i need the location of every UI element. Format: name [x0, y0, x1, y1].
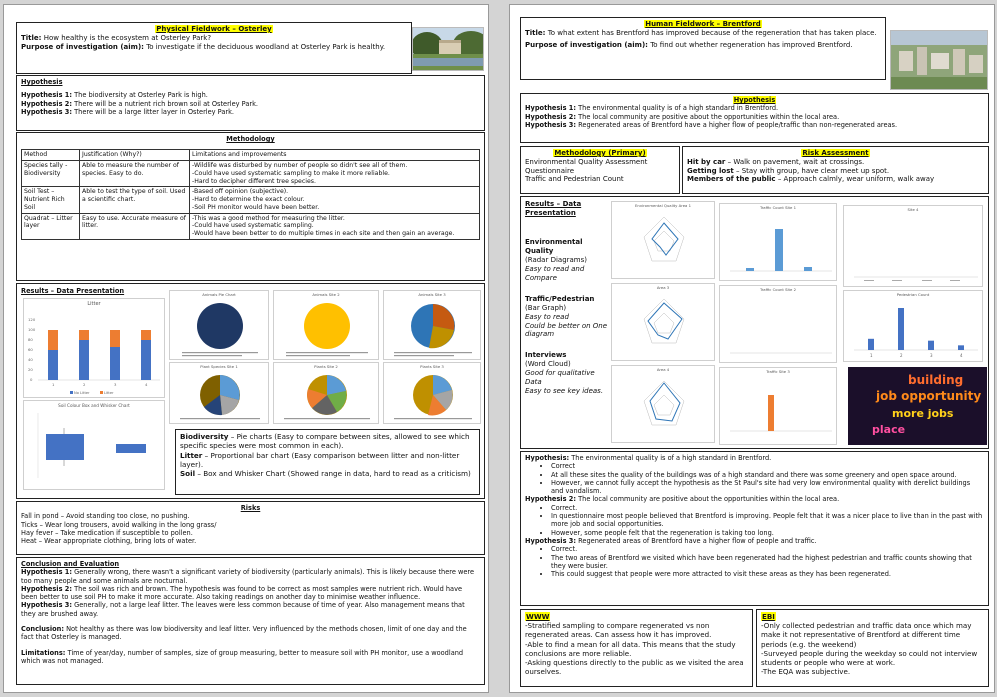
- radar-area-4: Area 4: [611, 365, 715, 443]
- y-tick: 20: [28, 367, 33, 373]
- list-item: • Correct: [551, 462, 984, 470]
- risk-item: Ticks – Wear long trousers, avoid walking in the long grass/: [21, 520, 217, 529]
- x-tick: 3: [114, 382, 117, 388]
- brentford-methodology-box: [520, 146, 680, 194]
- box-site-1: [46, 434, 84, 460]
- brentford-aim-text: To find out whether regeneration has improved Brentford.: [650, 40, 853, 49]
- x-tick: 1: [870, 352, 873, 358]
- litter-bar-1-nolitter: [48, 350, 58, 380]
- osterley-aim-text: To investigate if the deciduous woodland at Osterley Park is healthy.: [146, 42, 386, 51]
- ebi-heading: EBI: [762, 612, 775, 621]
- www-item: -Stratified sampling to compare regenerated vs non regenerated areas. Can assess how it has improved.: [525, 621, 712, 640]
- word-cloud-word: building: [908, 373, 964, 387]
- osterley-hypothesis-heading: Hypothesis: [21, 78, 63, 86]
- y-tick: 0: [30, 377, 33, 383]
- hypothesis-3-text: There will be a large litter layer in Osterley Park.: [74, 107, 235, 116]
- pedestrian-bar: [898, 308, 904, 350]
- x-tick: 1: [52, 382, 55, 388]
- brentford-results-heading: Results – Data Presentation: [525, 200, 582, 217]
- list-item: • The two areas of Brentford we visited which have been regenerated had the highest pedestrian and traffic counts showing that they were busier.: [551, 554, 984, 571]
- limitations-text: Time of year/day, number of samples, size of group measuring, better to measure soil with PH monitor, use a woodland which was not managed.: [21, 648, 464, 665]
- osterley-conclusion-box: Conclusion and Evaluation Hypothesis 1: Generally wrong, there wasn't a significant variety of biodiversity (particularly animals). This is likely because there were too many people and some animals are nocturnal. Hypothesis 2: The soil was rich and brown. The hypothesis was found to be correct as most samples were nutrient rich. Would have been better to use soil PH to make it more accurate. Also taking readings on another day to minimise weather influence. Hypothesis 3: Generally, not a large leaf litter. The leaves were less common because of time of year. Also management means that they are brushed away. Conclusion: Not healthy as there was low biodiversity and leaf litter. Very influenced by the methods chosen, limit of one day and the fact that Osterley is managed. Limitations: Time of year/day, number of samples, size of group measuring, better to measure soil with PH monitor, use a woodland which was not managed.: [16, 557, 485, 685]
- left-page-osterley: [3, 4, 489, 693]
- traffic-count-site-2: Traffic Count Site 2: [719, 285, 837, 363]
- methodology-table: Method Justification (Why?) Limitations and improvements Species tally - Biodiversity Able to measure the number of species. Easy to do. -Wildlife was disturbed by number of people so didn't see all of them. -Could have used systematic sampling to make it more reliable. -Hard to decipher different tree species. Soil Test – Nutrient Rich Soil Able to test the type of soil. Used a scientific chart. -Based off opinion (subjective). -Hard to determine the exact colour. -Soil PH monitor would have been better. Quadrat – Litter layer Easy to use. Accurate measure of litter. -This was a good method for measuring the litter. -Could have used systematic sampling. -Would have been better to do multiple times in each site and then gain an average.: [21, 149, 480, 240]
- www-item: -Able to find a mean for all data. This means that the study conclusions are more reliable.: [525, 639, 736, 658]
- list-item: • However, we cannot fully accept the hypothesis as the St Paul's site had very low environmental quality with derelict buildings and vandalism.: [551, 479, 984, 496]
- list-item: • However, some people felt that the regeneration is taking too long.: [551, 529, 984, 537]
- list-item: • This could suggest that people were more attracted to visit these areas as they has been regenerated.: [551, 570, 984, 578]
- risks-heading: Risks: [240, 504, 261, 512]
- osterley-park-photo: [412, 27, 484, 71]
- site-4-chart: Site 4: [843, 205, 983, 287]
- pedestrian-bar: [958, 345, 964, 350]
- results-heading: Results – Data Presentation: [21, 287, 125, 295]
- litter-bar-4-nolitter: [141, 340, 151, 380]
- conclusion-text: Not healthy as there was low biodiversity and leaf litter. Very influenced by the methods chosen, limit of one day and the fact that Osterley is managed.: [21, 625, 467, 642]
- conclusion-heading: Conclusion and Evaluation: [21, 560, 120, 568]
- litter-bar-2-nolitter: [79, 340, 89, 380]
- pie-animals-2: Animals Site 2: [273, 290, 379, 360]
- ebi-item: -Surveyed people during the weekday so could not interview students or people who were at work.: [761, 648, 978, 668]
- radar-area-1: Environmental Quality Area 1: [611, 201, 715, 279]
- x-tick: 3: [930, 352, 933, 358]
- y-tick: 80: [28, 337, 33, 343]
- litter-bar-2-litter: [79, 330, 89, 340]
- list-item: • At all these sites the quality of the buildings was of a high standard and there was some greenery and open space around.: [551, 471, 984, 479]
- box-site-2: [116, 444, 146, 453]
- osterley-methodology-box: [16, 132, 485, 281]
- method-item: Questionnaire: [525, 166, 575, 175]
- traffic-site-3: Traffic Site 3: [719, 367, 837, 445]
- litter-bar-3-nolitter: [110, 347, 120, 380]
- y-tick: 120: [28, 317, 36, 323]
- soil-box-whisker-chart: Soil Colour Box and Whisker Chart: [23, 400, 165, 490]
- brentford-risk-box: Risk Assessment Hit by car – Walk on pavement, wait at crossings. Getting lost – Stay with group, have clear meet up spot. Members of the public – Approach calmly, wear uniform, walk away: [682, 146, 989, 194]
- risk-item: Hay fever – Take medication if susceptible to pollen.: [21, 528, 193, 537]
- litter-bar-1-litter: [48, 330, 58, 350]
- x-tick: 2: [900, 352, 903, 358]
- word-cloud-word: place: [872, 423, 906, 436]
- methodology-primary-heading: Methodology (Primary): [554, 149, 646, 157]
- brentford-heading: Human Fieldwork – Brentford: [645, 20, 761, 28]
- pedestrian-bar: [928, 340, 934, 349]
- traffic-count-site-1: Traffic Count Site 1: [719, 203, 837, 281]
- risk-assessment-heading: Risk Assessment: [802, 149, 869, 157]
- word-cloud-word: more jobs: [892, 407, 954, 420]
- table-row: Quadrat – Litter layer Easy to use. Accurate measure of litter. -This was a good method for measuring the litter. -Could have used systematic sampling. -Would have been better to do multiple times in each site and then gain an average.: [22, 213, 480, 239]
- radar-area-3: Area 3: [611, 283, 715, 361]
- pedestrian-bar: [868, 339, 874, 350]
- pie-animals-3: Animals Site 3: [383, 290, 481, 360]
- osterley-heading: Physical Fieldwork – Osterley: [156, 25, 272, 33]
- osterley-risks-box: [16, 501, 485, 555]
- pedestrian-bars-svg: [844, 298, 983, 362]
- y-tick: 100: [28, 327, 36, 333]
- right-page-brentford: [509, 4, 995, 693]
- brentford-title-text: To what extent has Brentford has improved because of the regeneration that has taken place.: [547, 28, 877, 37]
- list-item: • Correct.: [551, 504, 984, 512]
- x-tick: 4: [960, 352, 963, 358]
- word-cloud-word: job opportunity: [876, 389, 982, 403]
- pie-plants-2: Plants Site 2: [273, 362, 379, 424]
- x-tick: 4: [145, 382, 148, 388]
- hypothesis-2-text: There will be a nutrient rich brown soil at Osterley Park.: [74, 99, 259, 108]
- pedestrian-count-chart: Pedestrian Count 1 2 3 4: [843, 290, 983, 362]
- legend-label: Litter: [104, 391, 114, 396]
- ebi-box: [756, 609, 989, 687]
- www-box: [520, 609, 753, 687]
- litter-bar-svg: [24, 307, 165, 397]
- results-explanation-box: Biodiversity – Pie charts (Easy to compare between sites, allowed to see which specific species were most common in each). Litter – Proportional bar chart (Easy comparison between litter and non-litter layer). Soil – Box and Whisker Chart (Showed range in data, hard to read as a criticism): [175, 429, 480, 495]
- method-item: Traffic and Pedestrian Count: [525, 175, 624, 184]
- brentford-aerial-photo: [890, 30, 988, 90]
- table-row: Species tally - Biodiversity Able to measure the number of species. Easy to do. -Wildlife was disturbed by number of people so didn't see all of them. -Could have used systematic sampling to make it more reliable. -Hard to decipher different tree species.: [22, 161, 480, 187]
- www-heading: WWW: [526, 612, 550, 621]
- risk-item: Fall in pond – Avoid standing too close, no pushing.: [21, 512, 190, 521]
- hypothesis-1-text: The biodiversity at Osterley Park is high.: [74, 91, 208, 100]
- brentford-results-box: Results – Data Presentation Environmental Quality (Radar Diagrams) Easy to read and Compare Traffic/Pedestrian (Bar Graph) Easy to read Could be better on One diagram Interviews (Word Cloud) Good for qualitative Data Easy to see key ideas. Environmental Quality Area 1 Area 3 Area 4 Traffic Count Site 1 Traffic Count Site 2 Traffic Site 3 Site 4 Pedestrian Count 1 2 3 4 building job opportunity more jobs place: [520, 196, 989, 449]
- y-tick: 60: [28, 347, 33, 353]
- method-item: Environmental Quality Assessment: [525, 157, 648, 166]
- osterley-hypothesis-box: Hypothesis Hypothesis 1: The biodiversity at Osterley Park is high. Hypothesis 2: There will be a nutrient rich brown soil at Osterley Park. Hypothesis 3: There will be a large litter layer in Osterley Park.: [16, 75, 485, 131]
- risk-item: Heat – Wear appropriate clothing, bring lots of water.: [21, 537, 197, 546]
- osterley-results-box: [16, 283, 485, 499]
- brentford-hypothesis-box: Hypothesis Hypothesis 1: The environmental quality is of a high standard in Brentford. Hypothesis 2: The local community are positive about the opportunities within the local area. Hypothesis 3: Regenerated areas of Brentford have a higher flow of people/traffic than non-regenerated areas.: [520, 93, 989, 143]
- litter-bar-4-litter: [141, 330, 151, 340]
- litter-bar-chart: Litter 120 100 80 60 40 20 0 1 2 3 4 No Litter Litter: [23, 298, 165, 398]
- osterley-title-text: How healthy is the ecosystem at Osterley Park?: [43, 33, 212, 42]
- pie-plants-1: Plant Species Site 1: [169, 362, 269, 424]
- litter-bar-3-litter: [110, 330, 120, 347]
- y-tick: 40: [28, 357, 33, 363]
- brentford-conclusion-box: Hypothesis: The environmental quality is of a high standard in Brentford. • Correct • At all these sites the quality of the buildings was of a high standard and there was some greenery and open space around. • However, we cannot fully accept the hypothesis as the St Paul's site had very low environmental quality with derelict buildings and vandalism. Hypothesis 2: The local community are positive about the opportunities within the local area. • Correct. • In questionnaire most people believed that Brentford is improving. People felt that it was a nicer place to live than in the past with more job and social opportunities. • However, some people felt that the regeneration is taking too long. Hypothesis 3: Regenerated areas of Brentford have a higher flow of people and traffic. • Correct. • The two areas of Brentford we visited which have been regenerated had the highest pedestrian and traffic counts showing that they were busier. • This could suggest that people were more attracted to visit these areas as they has been regenerated.: [520, 451, 989, 606]
- table-row: Soil Test – Nutrient Rich Soil Able to test the type of soil. Used a scientific chart. -Based off opinion (subjective). -Hard to determine the exact colour. -Soil PH monitor would have been better.: [22, 187, 480, 213]
- interview-word-cloud: [848, 367, 987, 445]
- osterley-title-box: Physical Fieldwork – Osterley Title: How healthy is the ecosystem at Osterley Park? Purpose of investigation (aim): To investigate if the deciduous woodland at Osterley Park is healthy.: [16, 22, 412, 74]
- pie-animals-1: Animals Pie Chart: [169, 290, 269, 360]
- list-item: • Correct.: [551, 545, 984, 553]
- www-item: -Asking questions directly to the public as we visited the area ourselves.: [525, 658, 744, 677]
- ebi-item: -The EQA was subjective.: [761, 667, 851, 677]
- legend-label: No Litter: [74, 391, 90, 396]
- ebi-item: -Only collected pedestrian and traffic data once which may make it not representative of Brentford at different time periods (e.g. the weekend): [761, 621, 972, 649]
- x-tick: 2: [83, 382, 86, 388]
- brentford-hypothesis-heading: Hypothesis: [733, 96, 776, 104]
- brentford-title-box: Human Fieldwork – Brentford Title: To what extent has Brentford has improved because of the regeneration that has taken place. Purpose of investigation (aim): To find out whether regeneration has improved Brentford.: [520, 17, 886, 80]
- methodology-heading: Methodology: [226, 135, 275, 143]
- list-item: • In questionnaire most people believed that Brentford is improving. People felt that it was a nicer place to live than in the past with more job and social opportunities.: [551, 512, 984, 529]
- pie-plants-3: Plants Site 3: [383, 362, 481, 424]
